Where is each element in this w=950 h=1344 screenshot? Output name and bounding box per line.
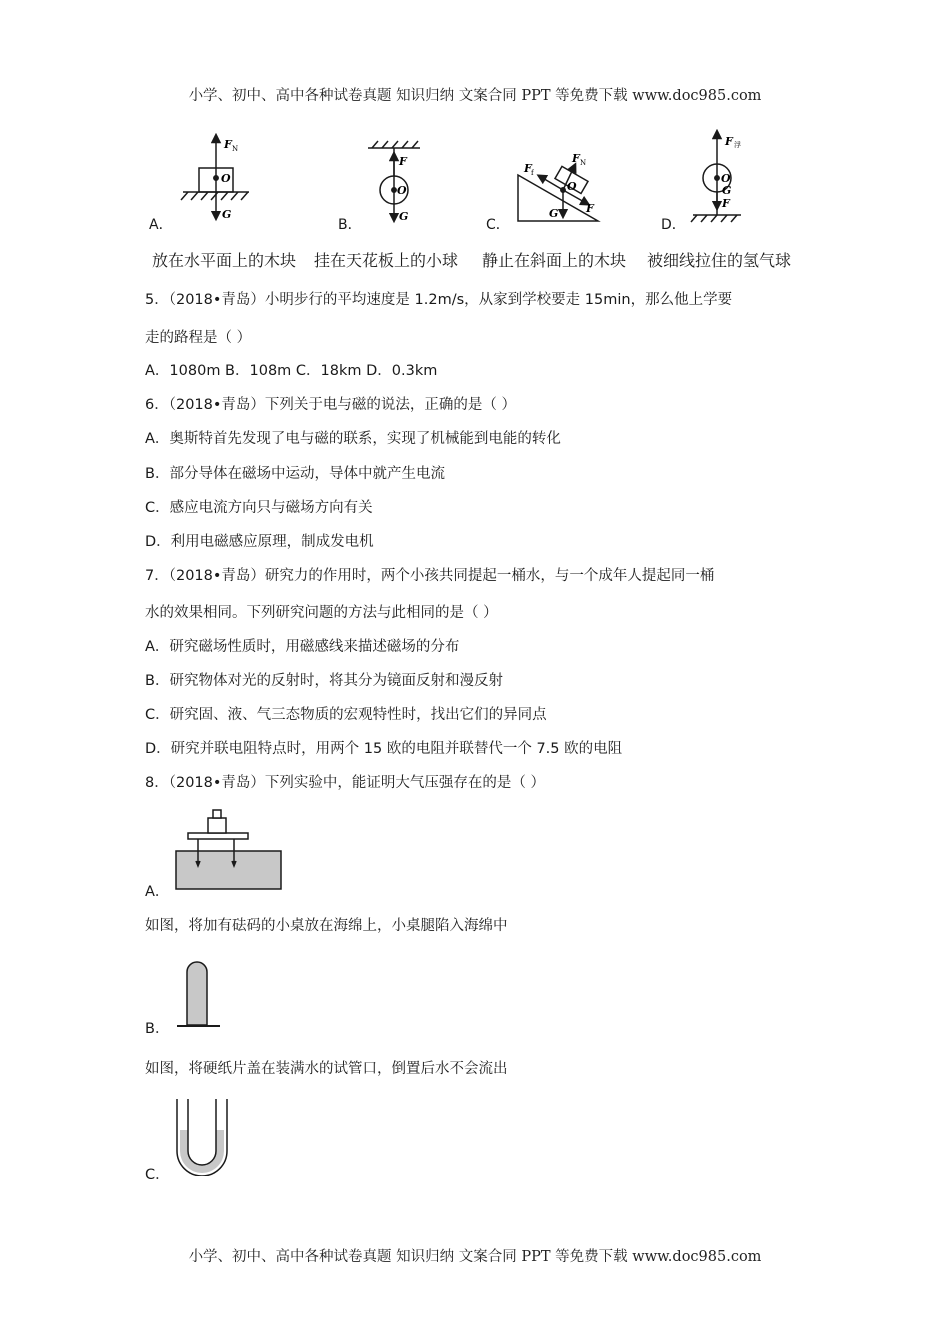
figure-b-ball-hanging: [368, 141, 420, 218]
label-ff-c-sub: f: [531, 169, 534, 177]
figure-caption-b: 挂在天花板上的小球: [314, 251, 459, 270]
q6-option-c: C．感应电流方向只与磁场方向有关: [145, 500, 373, 516]
figure-inverted-test-tube: [168, 952, 248, 1032]
figure-caption-a: 放在水平面上的木块: [152, 251, 297, 270]
figure-option-b: B．: [338, 217, 362, 233]
label-fn-c: F: [572, 152, 580, 165]
label-f-c: F: [586, 202, 594, 215]
q6-option-b: B．部分导体在磁场中运动，导体中就产生电流: [145, 466, 445, 482]
q8-option-b-desc: 如图，将硬纸片盖在装满水的试管口，倒置后水不会流出: [145, 1061, 508, 1077]
q8-option-c-label: C．: [145, 1167, 170, 1183]
q8-option-a-desc: 如图，将加有砝码的小桌放在海绵上，小桌腿陷入海绵中: [145, 918, 508, 934]
page-footer: 小学、初中、高中各种试卷真题 知识归纳 文案合同 PPT 等免费下载 www.doc985.com: [188, 1249, 762, 1265]
figure-option-c: C．: [486, 217, 510, 233]
label-o-b: O: [397, 184, 407, 197]
label-ffu-d-sub: 浮: [734, 141, 741, 149]
q7-option-a: A．研究磁场性质时，用磁感线来描述磁场的分布: [145, 639, 460, 655]
label-fn-a: F: [224, 138, 232, 151]
q5-stem-line1: 5．（2018•青岛）小明步行的平均速度是 1.2m/s，从家到学校要走 15min，那么他上学要: [145, 292, 733, 308]
label-g-c: G: [549, 207, 559, 220]
q7-stem-line2: 水的效果相同。下列研究问题的方法与此相同的是（ ）: [145, 605, 498, 621]
figure-table-on-sponge: [170, 806, 290, 891]
q7-option-b: B．研究物体对光的反射时，将其分为镜面反射和漫反射: [145, 673, 503, 689]
figure-a-block-on-floor: [181, 138, 249, 216]
q7-option-c: C．研究固、液、气三态物质的宏观特性时，找出它们的异同点: [145, 707, 547, 723]
figure-caption-d: 被细线拉住的氢气球: [647, 251, 792, 270]
label-fn-c-sub: N: [580, 159, 587, 167]
q8-option-a-label: A．: [145, 884, 170, 900]
label-fn-a-sub: N: [232, 145, 239, 153]
figure-option-d: D．: [661, 217, 686, 233]
figure-option-a: A．: [149, 217, 173, 233]
label-o-d: O: [721, 172, 731, 185]
q6-option-d: D．利用电磁感应原理，制成发电机: [145, 534, 374, 550]
label-g-a: G: [222, 208, 232, 221]
q5-options: A．1080m B．108m C．18km D．0.3km: [145, 363, 438, 379]
q8-stem: 8．（2018•青岛）下列实验中，能证明大气压强存在的是（ ）: [145, 775, 546, 791]
figure-u-tube: [168, 1096, 238, 1176]
q5-stem-line2: 走的路程是（ ）: [145, 330, 252, 346]
q6-stem: 6．（2018•青岛）下列关于电与磁的说法，正确的是（ ）: [145, 397, 517, 413]
q7-option-d: D．研究并联电阻特点时，用两个 15 欧的电阻并联替代一个 7.5 欧的电阻: [145, 741, 623, 757]
force-diagram-figures: [0, 120, 950, 360]
label-f-b: F: [399, 155, 407, 168]
label-g-d: G: [722, 184, 732, 197]
label-g-b: G: [399, 210, 409, 223]
label-ffu-d: F: [725, 135, 733, 148]
label-f-d: F: [722, 197, 730, 210]
q8-option-b-label: B．: [145, 1021, 170, 1037]
q7-stem-line1: 7．（2018•青岛）研究力的作用时，两个小孩共同提起一桶水，与一个成年人提起同一桶: [145, 568, 715, 584]
label-o-a: O: [221, 172, 231, 185]
page-header: 小学、初中、高中各种试卷真题 知识归纳 文案合同 PPT 等免费下载 www.doc985.com: [188, 88, 762, 104]
label-o-c: O: [567, 180, 577, 193]
figure-caption-c: 静止在斜面上的木块: [482, 251, 627, 270]
q6-option-a: A．奥斯特首先发现了电与磁的联系，实现了机械能到电能的转化: [145, 431, 561, 447]
label-ff-c: F: [524, 162, 532, 175]
